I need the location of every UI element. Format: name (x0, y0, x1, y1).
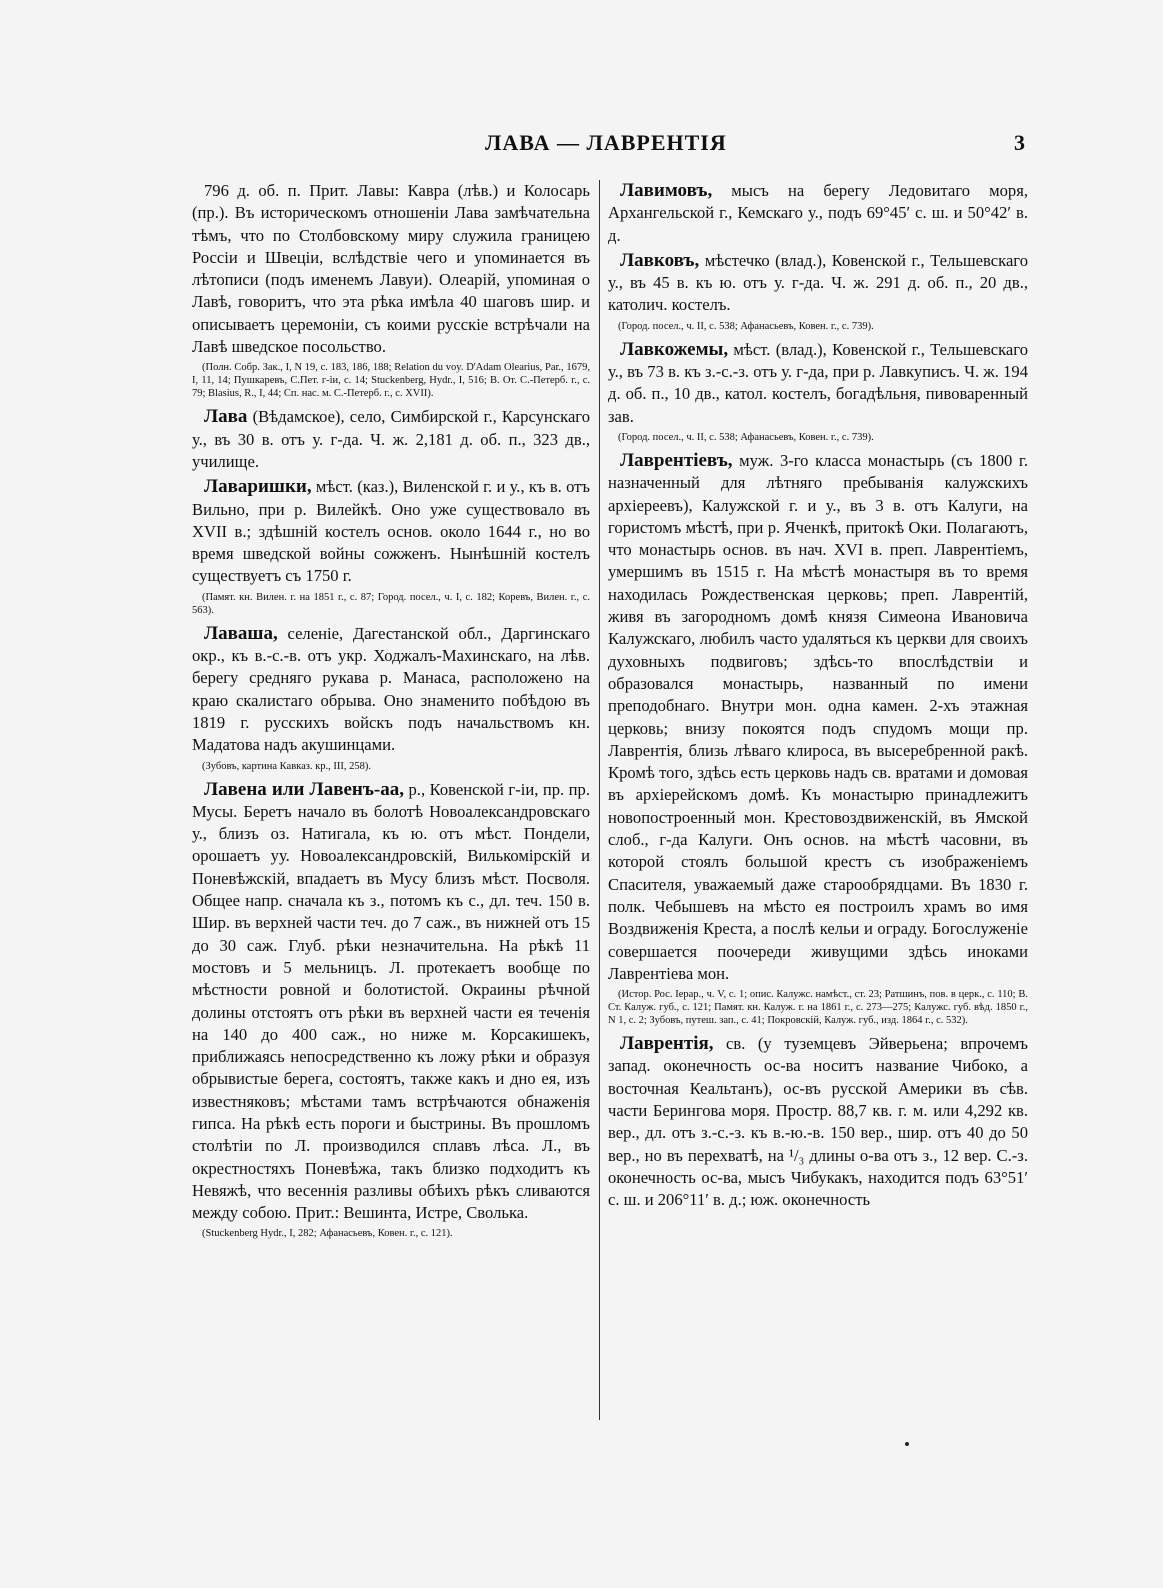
entry-headword: Лавковъ, (620, 249, 700, 271)
reference-note: (Stuckenberg Hydr., I, 282; Афанасьевъ, Ковен. г., с. 121). (202, 1228, 453, 1240)
reference-note: (Город. посел., ч. II, с. 538; Афанасьевъ, Ковен. г., с. 739). (618, 320, 874, 332)
entry-text: мѣст. (каз.), Виленской г. и у., къ в. отъ Вильно, при р. Вилейкѣ. Оно уже существовало въ XVII в.; здѣшній костелъ основ. около 1644 г., но во время шведской войны сожженъ. Нынѣшній костелъ существуетъ съ 1750 г. (192, 477, 590, 586)
entry-text: мысъ на берегу Ледовитаго моря, Архангельской г., Кемскаго у., подъ 69°45′ с. ш. и 50°42′ в. д. (608, 181, 1028, 245)
right-column (608, 180, 1028, 1214)
dictionary-entry (608, 1033, 1028, 1211)
left-column (192, 180, 590, 1246)
entry-headword: Лаваришки, (204, 476, 312, 498)
dictionary-entry (192, 180, 590, 358)
dictionary-entry (192, 476, 590, 587)
reference-note: (Истор. Рос. Іерар., ч. V, с. 1; опис. Калужс. намѣст., ст. 23; Ратшинъ, пов. в церк., с. 110; В. Ст. Калуж. губ., с. 121; Памят. кн. Калуж. г. на 1861 г., с. 273—275; Калужс. губ. вѣд. 1850 г., N 1, с. 2; Зубовъ, путеш. зап., с. 41; Покровскій, Калуж. губ., изд. 1864 г., с. 532). (608, 989, 1028, 1027)
dictionary-entry (608, 250, 1028, 317)
entry-headword: Лавена или Лавенъ-аа, (204, 778, 405, 800)
entry-text: мѣст. (влад.), Ковенской г., Тельшевскаго у., въ 73 в. къ з.-с.-з. отъ у. г-да, при р. Лавкуписъ. Ч. ж. 194 д. об. п., 10 дв., катол. костелъ, богадѣльня, пивоваренный зав. (608, 339, 1028, 426)
dictionary-entry (608, 450, 1028, 985)
column-divider (599, 180, 600, 1420)
reference-note: (Зубовъ, картина Кавказ. кр., III, 258). (202, 760, 371, 772)
page-number: 3 (1014, 130, 1025, 155)
entry-text: мѣстечко (влад.), Ковенской г., Тельшевскаго у., въ 45 в. къ ю. отъ у. г-да. Ч. ж. 291 д. об. п., 20 дв., католич. костелъ. (608, 250, 1028, 315)
entry-text: св. (у туземцевъ Эйверьена; впрочемъ запад. оконечность ос-ва носитъ название Чибоко, а восточная Кеальтанъ), ос-въ русской Америки въ сѣв. части Берингова моря. Простр. 88,7 кв. г. м. или 4,292 кв. вер., дл. отъ з.-с.-з. къ в.-ю.-в. 150 вер., шир. отъ 40 до 50 вер., но въ перехватѣ, на ¹/₃ длины о-ва отъ з., 12 вер. С.-з. оконечность ос-ва, мысъ Чибукакъ, находится подъ 63°51′ с. ш. и 206°11′ в. д.; юж. оконечность (608, 1034, 1028, 1210)
entry-text: муж. 3-го класса монастырь (съ 1800 г. назначенный для лѣтняго пребыванія калужскихъ архіереевъ), Калужской г. и у., въ 3 в. отъ Калуги, на гористомъ мѣстѣ, при р. Яченкѣ, притокѣ Оки. Полагаютъ, что монастырь основ. въ нач. XVI в. преп. Лаврентіемъ, умершимъ въ 1515 г. На мѣстѣ монастыря въ то время находилась Рождественская церковь; преп. Лаврентій, живя въ загородномъ домѣ князя Симеона Ивановича Калужскаго, любилъ часто удаляться къ церкви для своихъ духовныхъ подвиговъ; здѣсь-то впослѣдствіи и образовался монастырь, названный по имени преподобнаго. Внутри мон. одна камен. 2-хъ этажная церковь; внизу покоятся подъ спудомъ мощи пр. Лаврентія, близь лѣваго клироса, въ высеребренной ракѣ. Кромѣ того, здѣсь есть церковь надъ св. вратами и домовая въ архіерейскомъ домѣ. Къ монастырю принадлежитъ новопостроенный мон. Крестовоздвиженскій, въ Ямской слоб., г-да Калуги. Онъ основ. на мѣстѣ часовни, въ которой стоялъ большой крестъ съ изображеніемъ Спасителя, уважаемый даже старообрядцами. Въ 1830 г. полк. Чебышевъ на мѣсто ея построилъ храмъ во имя Воздвиженія Креста, а послѣ кельи и ограду. Богослуженіе совершается поочереди живущими здѣсь иноками Лаврентіева мон. (608, 450, 1028, 983)
reference-note: (Памят. кн. Вилен. г. на 1851 г., с. 87; Город. посел., ч. I, с. 182; Коревъ, Вилен. г., с. 563). (192, 591, 590, 616)
dictionary-entry (192, 779, 590, 1225)
entry-headword: Лава (204, 406, 248, 428)
dictionary-entry (192, 623, 590, 757)
page-header (185, 130, 1025, 164)
dictionary-entry (608, 180, 1028, 247)
reference-note: (Полн. Собр. Зак., I, N 19, с. 183, 186, 188; Relation du voy. D'Adam Olearius, Par., 1679, I, 11, 14; Пушкаревъ, С.Пет. г-іи, с. 14; Stuckenberg, Hydr., I, 516; В. От. С.-Петерб. г., с. 79; Blasius, R., I, 44; Сп. нас. м. С.-Петерб. г., с. XVII). (192, 362, 590, 400)
running-title: ЛАВА — ЛАВРЕНТІЯ (485, 130, 727, 155)
dictionary-entry (192, 406, 590, 473)
entry-headword: Лаврентія, (620, 1033, 714, 1055)
entry-headword: Лавимовъ, (620, 180, 713, 201)
entry-headword: Лаваша, (204, 622, 278, 644)
ink-mark (905, 1442, 909, 1446)
entry-text: р., Ковенской г-іи, пр. пр. Мусы. Беретъ начало въ болотѣ Новоалександровскаго у., близъ оз. Натигала, къ ю. отъ мѣст. Пондели, орошаетъ уу. Новоалександровскій, Вилькомірскій и Поневѣжскій, впадаетъ въ Мусу близъ мѣст. Посволя. Общее напр. сначала къ з., потомъ къ с., дл. теч. 150 в. Шир. въ верхней части теч. до 7 саж., въ нижней отъ 15 до 30 саж. Глуб. рѣки незначительна. На рѣкѣ 11 мостовъ и 5 мельницъ. Л. протекаетъ вообще по мѣстности ровной и болотистой. Окраины рѣчной долины отстоятъ отъ рѣки въ верхней части ея теченія на 140 до 400 саж., но ниже м. Корсакишекъ, приближаясь непосредственно къ ложу рѣки и образуя обрывистые берега, состоятъ, также какъ и дно ея, изъ известняковъ; мѣстами тамъ встрѣчаются обнаженія гипса. На рѣкѣ есть пороги и быстрины. Въ прошломъ столѣтіи по Л. производился сплавъ лѣса. Л., въ окрестностяхъ Поневѣжа, такъ близко подходитъ къ Невяжѣ, что весеннія разливы обѣихъ рѣкъ сливаются между собою. Прит.: Вешинта, Истре, Сволька. (192, 779, 590, 1223)
entry-headword: Лавкожемы, (620, 338, 729, 360)
entry-text: (Вѣдамское), село, Симбирской г., Карсунскаго у., въ 30 в. отъ у. г-да. Ч. ж. 2,181 д. об. п., 323 дв., училище. (192, 407, 590, 471)
reference-note: (Город. посел., ч. II, с. 538; Афанасьевъ, Ковен. г., с. 739). (618, 431, 874, 443)
dictionary-entry (608, 339, 1028, 428)
entry-text: 796 д. об. п. Прит. Лавы: Кавра (лѣв.) и Колосарь (пр.). Въ историческомъ отношеніи Лава замѣчательна тѣмъ, что по Столбовскому миру служила границею Россіи и Швеціи, вслѣдствіе чего и упоминается въ лѣтописи (подъ именемъ Лавуи). Олеарій, упоминая о Лавѣ, говоритъ, что эта рѣка имѣла 40 шаговъ шир. и описываетъ церемоніи, съ коими русскіе встрѣчали на Лавѣ шведское посольство. (192, 181, 590, 357)
entry-text: селеніе, Дагестанской обл., Даргинскаго окр., къ в.-с.-в. отъ укр. Ходжалъ-Махинскаго, на лѣв. берегу средняго рукава р. Манаса, расположено на краю скалистаго обрыва. Оно знаменито побѣдою въ 1819 г. русскихъ войскъ подъ начальствомъ кн. Мадатова надъ акушинцами. (192, 623, 590, 755)
entry-headword: Лаврентіевъ, (620, 449, 733, 471)
